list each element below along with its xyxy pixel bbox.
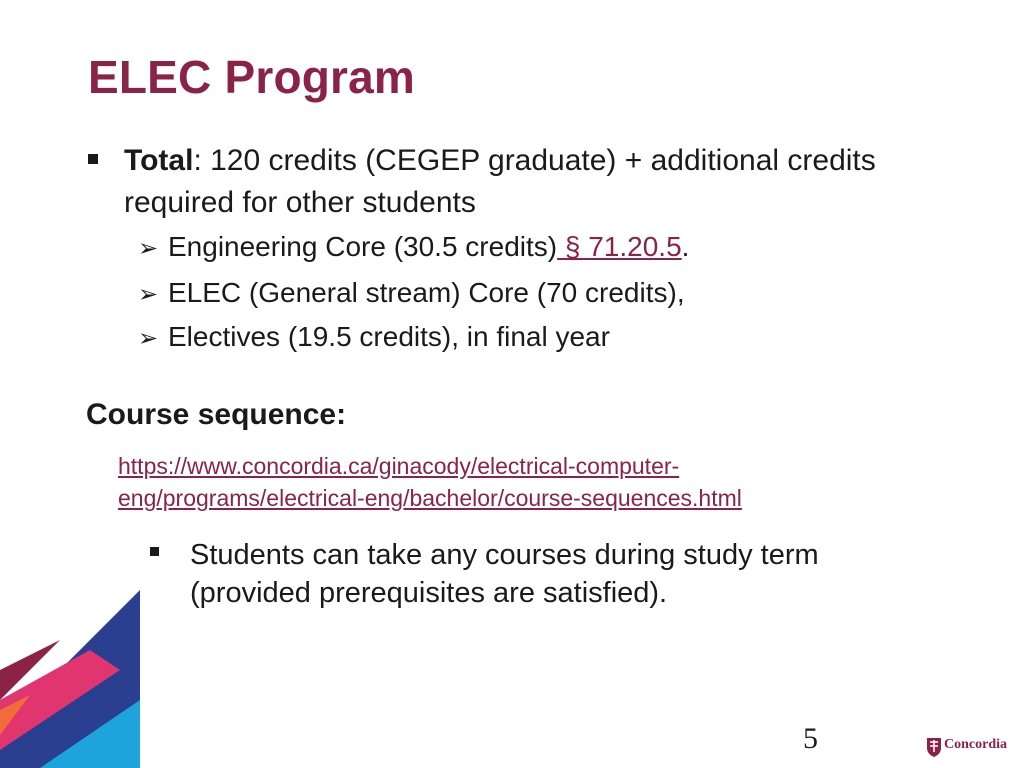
subitem-engineering-core [138,230,898,266]
concordia-logo [926,734,1008,760]
concordia-crest-icon [926,736,942,758]
arrow-bullet-icon: ➢ [138,235,159,262]
section-link[interactable]: § 71.20.5 [557,231,682,262]
square-bullet-icon [88,154,98,164]
note-bullet-item [150,536,910,612]
subitem-text: Engineering Core (30.5 credits) [168,231,558,262]
subitem-elec-core [138,276,898,312]
decorative-stripes [0,560,150,768]
logo-text: Concordia [944,737,1007,752]
slide-title: ELEC Program [88,51,416,103]
total-description: : 120 credits (CEGEP graduate) + additional credits required for other students [124,144,876,219]
subitem-electives [138,320,898,356]
subitem-text: Electives (19.5 credits), in final year [168,321,610,352]
page-number: 5 [803,722,818,755]
arrow-bullet-icon: ➢ [138,281,159,308]
arrow-bullet-icon: ➢ [138,325,159,352]
course-sequence-link[interactable]: https://www.concordia.ca/ginacody/electrical-computer-eng/programs/electrical-eng/bachelor/course-sequences.html [118,453,742,511]
subitem-suffix: . [681,231,690,262]
square-bullet-icon [150,547,159,556]
total-bullet-item [88,140,908,224]
total-label: Total [124,144,194,177]
subitem-text: ELEC (General stream) Core (70 credits), [168,277,685,308]
course-sequence-heading: Course sequence: [86,398,347,431]
total-text [124,140,908,224]
note-text: Students can take any courses during study term (provided prerequisites are satisfied). [190,539,819,609]
